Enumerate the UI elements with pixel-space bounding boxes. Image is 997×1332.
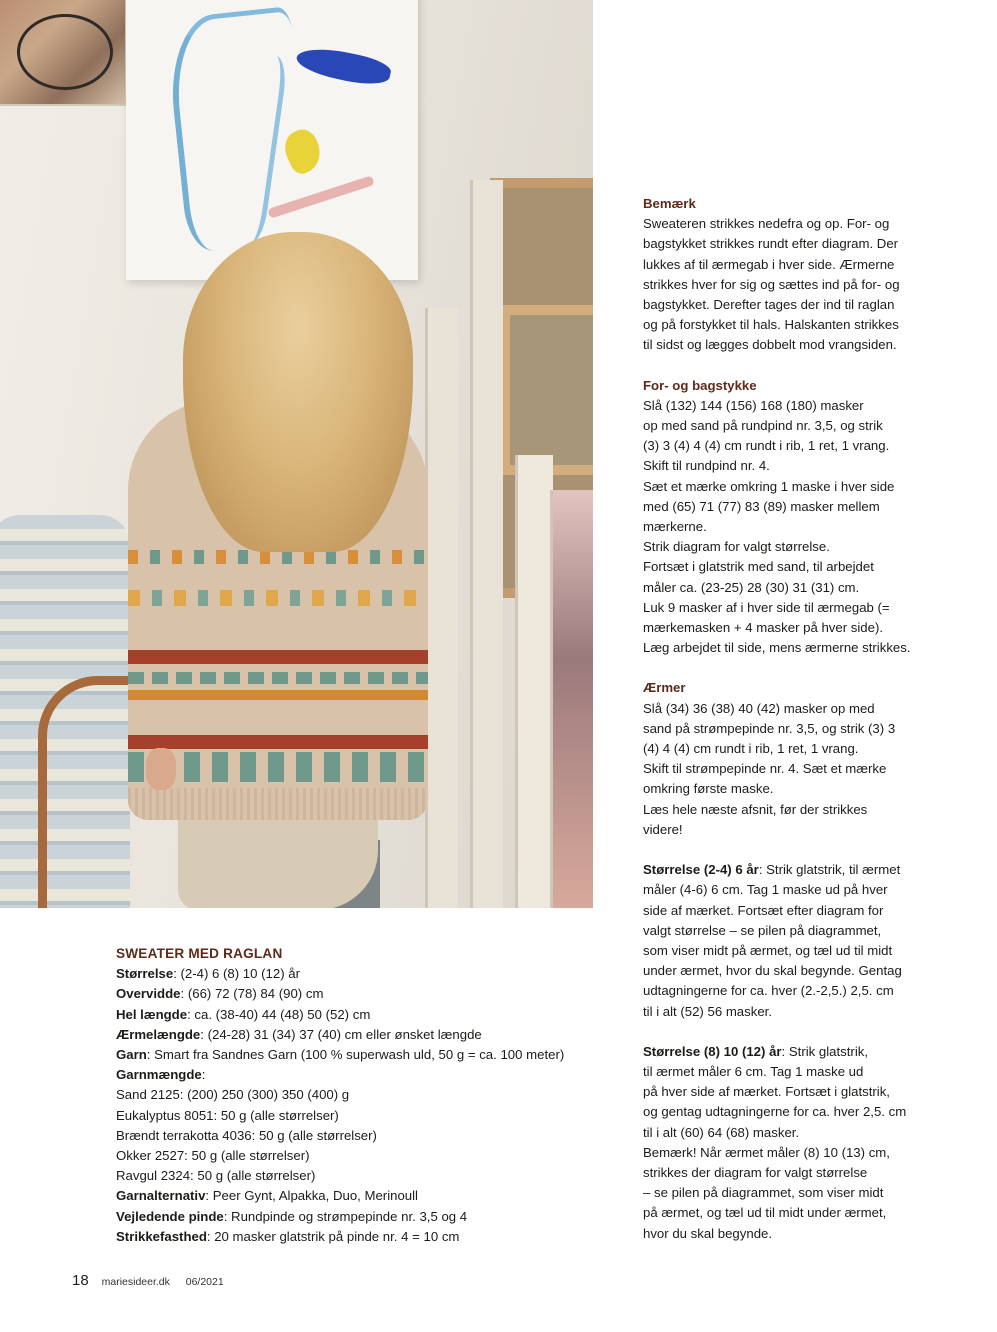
text-line: til ærmet måler 6 cm. Tag 1 maske ud: [643, 1063, 864, 1079]
text-line: udtagningerne for ca. hver (2.-2,5.) 2,5. cm: [643, 983, 894, 999]
text-line: og på forstykket til hals. Halskanten strikkes: [643, 317, 899, 333]
photo-painting-left: [0, 0, 127, 106]
pattern-info-label: Ærmelængde: [116, 1026, 201, 1042]
text-line: Sæt et mærke omkring 1 maske i hver side: [643, 478, 895, 494]
sweater-photo: [0, 0, 593, 908]
pattern-info-row: [116, 1106, 596, 1126]
photo-stretcher: [550, 490, 593, 908]
size-small-rest: : Strik glatstrik, til ærmet: [758, 862, 901, 878]
pattern-info-row: [116, 1045, 596, 1065]
pattern-info-label: Vejledende pinde: [116, 1208, 224, 1224]
text-line: under ærmet, hvor du skal begynde. Gentag: [643, 963, 902, 979]
text-line: op med sand på rundpind nr. 3,5, og strik: [643, 418, 883, 434]
pattern-info-row: [116, 1025, 596, 1045]
size-small-text: [643, 880, 943, 1021]
page-number: 18: [72, 1272, 89, 1289]
text-line: valgt størrelse – se pilen på diagrammet,: [643, 922, 882, 938]
text-line: til sidst og lægges dobbelt mod vrangsiden.: [643, 337, 897, 353]
text-line: Fortsæt i glatstrik med sand, til arbejdet: [643, 559, 874, 575]
text-line: videre!: [643, 821, 683, 837]
section-heading-body: For- og bagstykke: [643, 377, 757, 393]
photo-hair: [183, 232, 413, 552]
text-line: på ærmet, og tæl ud til midt under ærmet,: [643, 1205, 887, 1221]
pattern-info-value: : Rundpinde og strømpepinde nr. 3,5 og 4: [223, 1208, 468, 1224]
pattern-info-label: Hel længde: [116, 1006, 188, 1022]
text-line: Slå (34) 36 (38) 40 (42) masker op med: [643, 700, 875, 716]
pattern-info-rows: [116, 964, 596, 1247]
footer-site: mariesideer.dk: [101, 1276, 170, 1288]
pattern-info-row: [116, 1166, 596, 1186]
pattern-info-label: Garnalternativ: [116, 1188, 206, 1204]
pattern-info-value: : (2-4) 6 (8) 10 (12) år: [173, 966, 300, 982]
text-line: mærkerne.: [643, 519, 707, 535]
pattern-info-label: Garnmængde: [116, 1067, 202, 1083]
pattern-info-value: : Smart fra Sandnes Garn (100 % superwash uld, 50 g = ca. 100 meter): [146, 1047, 565, 1063]
notes-text: [643, 214, 943, 355]
text-line: Læg arbejdet til side, mens ærmerne strikkes.: [643, 640, 911, 656]
pattern-info-value: : ca. (38-40) 44 (48) 50 (52) cm: [187, 1006, 371, 1022]
text-line: Luk 9 masker af i hver side til ærmegab (=: [643, 599, 890, 615]
text-line: mærkemasken + 4 masker på hver side).: [643, 620, 884, 636]
photo-canvas-frame: [500, 305, 593, 475]
text-line: Bemærk! Når ærmet måler (8) 10 (13) cm,: [643, 1144, 890, 1160]
page-footer: [72, 1272, 224, 1289]
pattern-info-row: [116, 1146, 596, 1166]
section-heading-sleeves: Ærmer: [643, 680, 686, 696]
text-line: side af mærket. Fortsæt efter diagram for: [643, 902, 884, 918]
instructions-column: [643, 194, 943, 1244]
sleeves-text: [643, 699, 943, 840]
pattern-info-row: [116, 964, 596, 984]
pattern-info-row: [116, 1126, 596, 1146]
pattern-info-value: : (66) 72 (78) 84 (90) cm: [180, 986, 324, 1002]
photo-hand: [146, 748, 176, 790]
text-line: Strik diagram for valgt størrelse.: [643, 539, 830, 555]
text-line: Skift til strømpepinde nr. 4. Sæt et mærke: [643, 761, 887, 777]
text-line: Læs hele næste afsnit, før der strikkes: [643, 801, 868, 817]
pattern-info-value: : Peer Gynt, Alpakka, Duo, Merinoull: [205, 1188, 418, 1204]
pattern-info-value: Ravgul 2324: 50 g (alle størrelser): [116, 1168, 316, 1184]
text-line: Skift til rundpind nr. 4.: [643, 458, 770, 474]
pattern-info-label: Størrelse: [116, 966, 174, 982]
pattern-info-row: [116, 1186, 596, 1206]
pattern-info-row: [116, 1085, 596, 1105]
text-line: (4) 4 (4) cm rundt i rib, 1 ret, 1 vrang.: [643, 741, 859, 757]
text-line: med (65) 71 (77) 83 (89) masker mellem: [643, 498, 880, 514]
pattern-info-value: Brændt terrakotta 4036: 50 g (alle størrelser): [116, 1127, 377, 1143]
photo-stretcher: [425, 308, 458, 908]
pattern-info-value: Okker 2527: 50 g (alle størrelser): [116, 1148, 310, 1164]
pattern-info-row: [116, 1065, 596, 1085]
text-line: – se pilen på diagrammet, som viser midt: [643, 1185, 884, 1201]
pattern-info-row: [116, 1005, 596, 1025]
size-large-rest: : Strik glatstrik,: [781, 1043, 869, 1059]
pattern-info-value: : (24-28) 31 (34) 37 (40) cm eller ønsket længde: [200, 1026, 482, 1042]
pattern-info-row: [116, 1227, 596, 1247]
pattern-info-value: Eukalyptus 8051: 50 g (alle størrelser): [116, 1107, 339, 1123]
section-heading-notes: Bemærk: [643, 196, 696, 211]
text-line: bagstykket strikkes rundt efter diagram. Der: [643, 236, 899, 252]
text-line: til i alt (60) 64 (68) masker.: [643, 1124, 800, 1140]
text-line: (3) 3 (4) 4 (4) cm rundt i rib, 1 ret, 1 vrang.: [643, 438, 890, 454]
text-line: strikkes hver for sig og sættes ind på for- og: [643, 276, 900, 292]
text-line: omkring første maske.: [643, 781, 774, 797]
text-line: sand på strømpepinde nr. 3,5, og strik (3) 3: [643, 720, 896, 736]
text-line: som viser midt på ærmet, og tæl ud til midt: [643, 942, 893, 958]
size-large-label: Størrelse (8) 10 (12) år: [643, 1043, 782, 1059]
text-line: Slå (132) 144 (156) 168 (180) masker: [643, 397, 864, 413]
text-line: måler ca. (23-25) 28 (30) 31 (31) cm.: [643, 579, 860, 595]
pattern-title: SWEATER MED RAGLAN: [116, 946, 283, 961]
text-line: og gentag udtagningerne for ca. hver 2,5. cm: [643, 1104, 907, 1120]
pattern-info: [116, 944, 596, 1247]
size-small-first-line: [643, 860, 943, 880]
text-line: til i alt (52) 56 masker.: [643, 1003, 772, 1019]
photo-stretcher: [515, 455, 553, 908]
pattern-info-row: [116, 1207, 596, 1227]
pattern-info-value: :: [201, 1067, 206, 1083]
pattern-info-label: Garn: [116, 1047, 147, 1063]
body-text: [643, 396, 943, 659]
photo-stretcher: [470, 180, 503, 908]
text-line: bagstykket. Derefter tages der ind til raglan: [643, 297, 895, 313]
footer-issue: 06/2021: [185, 1276, 224, 1288]
pattern-info-label: Overvidde: [116, 986, 181, 1002]
size-small-label: Størrelse (2-4) 6 år: [643, 862, 759, 878]
text-line: Sweateren strikkes nedefra og op. For- og: [643, 216, 890, 232]
size-large-text: [643, 1062, 943, 1244]
text-line: hvor du skal begynde.: [643, 1225, 773, 1241]
text-line: lukkes af til ærmegab i hver side. Ærmerne: [643, 256, 895, 272]
pattern-info-value: : 20 masker glatstrik på pinde nr. 4 = 10 cm: [206, 1228, 460, 1244]
text-line: måler (4-6) 6 cm. Tag 1 maske ud på hver: [643, 882, 888, 898]
text-line: på hver side af mærket. Fortsæt i glatstrik,: [643, 1084, 890, 1100]
pattern-info-row: [116, 984, 596, 1004]
text-line: strikkes der diagram for valgt størrelse: [643, 1164, 868, 1180]
size-large-first-line: [643, 1042, 943, 1062]
pattern-info-label: Strikkefasthed: [116, 1228, 207, 1244]
pattern-info-value: Sand 2125: (200) 250 (300) 350 (400) g: [116, 1087, 350, 1103]
